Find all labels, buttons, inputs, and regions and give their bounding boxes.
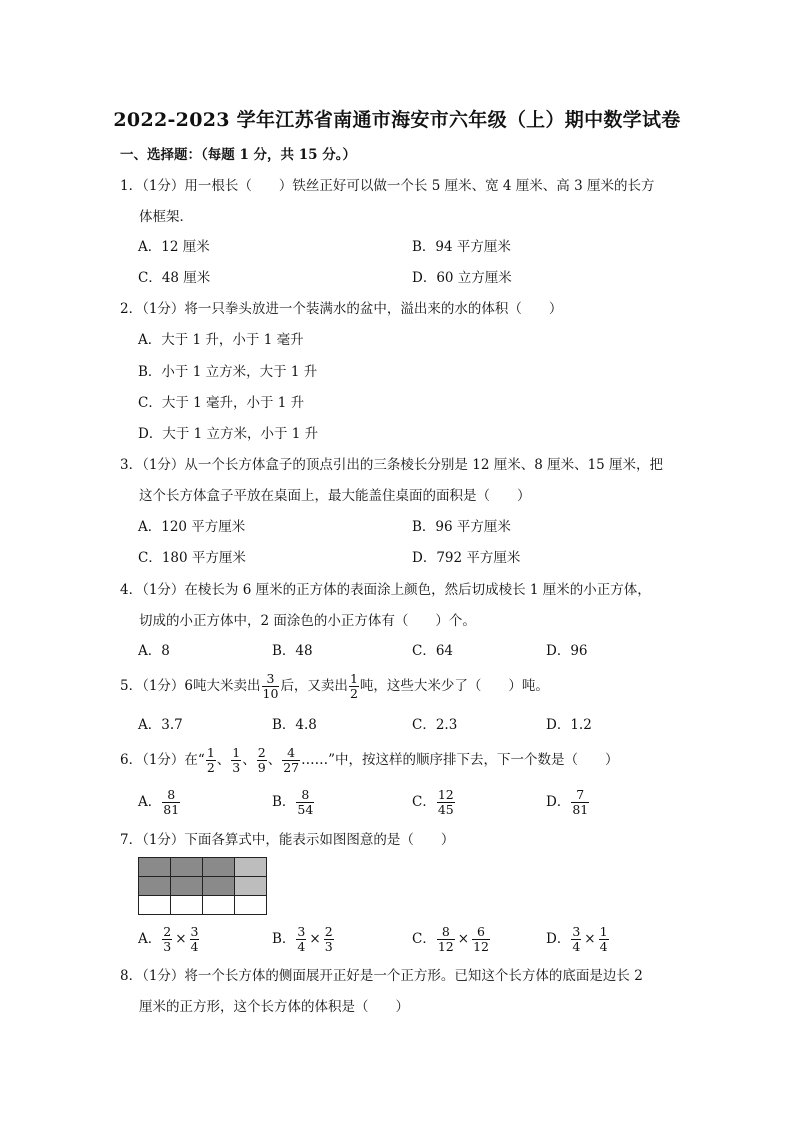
question-text-continued: 切成的小正方体中，2 面涂色的小正方体有（ ）个。 [139, 613, 476, 629]
option-d: D．792 平方厘米 [412, 550, 521, 566]
question-text-continued: 体框架． [139, 209, 193, 225]
question-text: （1分）将一只拳头放进一个装满水的盆中，溢出来的水的体积（ ） [142, 301, 563, 317]
question-number: 6． [120, 752, 143, 768]
option-a: A．12 厘米 [138, 239, 210, 255]
question-text: （1分）6吨大米卖出 [142, 678, 261, 694]
question-text: （1分）在棱长为 6 厘米的正方体的表面涂上颜色，然后切成棱长 1 厘米的小正方体， [142, 582, 651, 598]
question-number: 4． [120, 582, 143, 598]
shaded-grid-figure [138, 857, 267, 915]
option-b: B．94 平方厘米 [412, 239, 511, 255]
question-2 [120, 299, 562, 319]
option-a: A．3.7 [138, 717, 183, 733]
option-c: C．大于 1 毫升，小于 1 升 [138, 395, 305, 411]
question-text: （1分）用一根长（ ）铁丝正好可以做一个长 5 厘米、宽 4 厘米、高 3 厘米的长方 [142, 178, 655, 194]
question-text: 吨，这些大米少了（ ）吨。 [359, 678, 549, 694]
question-6 [120, 746, 619, 775]
option-b: B．48 [272, 643, 313, 659]
option-c: C．48 厘米 [138, 270, 211, 286]
option-a: A． $\frac{8}{81}$ [138, 787, 180, 817]
question-number: 1． [120, 178, 143, 194]
option-a: A．120 平方厘米 [138, 519, 246, 535]
fraction: $\frac{4}{27}$ [283, 745, 300, 775]
question-3 [120, 455, 663, 506]
fraction: $\frac{1}{2}$ [349, 671, 358, 701]
option-c: C． $\frac{12}{45}$ [412, 787, 454, 817]
question-7 [120, 830, 454, 850]
page-title: 2022-2023 学年江苏省南通市海安市六年级（上）期中数学试卷 [113, 109, 681, 131]
option-d: D．96 [546, 643, 588, 659]
question-text: （1分）下面各算式中，能表示如图图意的是（ ） [142, 832, 455, 848]
option-d: D． $\frac{7}{81}$ [546, 787, 589, 817]
question-text: 后，又卖出 [280, 678, 348, 694]
question-text: ……”中，按这样的顺序排下去，下一个数是（ ） [301, 752, 619, 768]
question-1 [120, 176, 654, 227]
option-c: C．64 [412, 643, 454, 659]
fraction: $\frac{3}{10}$ [262, 671, 279, 701]
question-8 [120, 966, 643, 1017]
option-a: A．大于 1 升，小于 1 毫升 [138, 332, 304, 348]
question-text: （1分）从一个长方体盒子的顶点引出的三条棱长分别是 12 厘米、8 厘米、15 厘米，把 [142, 457, 664, 473]
question-number: 8． [120, 968, 143, 984]
question-number: 3． [120, 457, 143, 473]
option-c: C． $\frac{8}{12}$ × $\frac{6}{12}$ [412, 924, 489, 954]
question-text: （1分）将一个长方体的侧面展开正好是一个正方形。已知这个长方体的底面是边长 2 [142, 968, 643, 984]
option-b: B．96 平方厘米 [412, 519, 511, 535]
option-d: D．大于 1 立方米，小于 1 升 [138, 426, 319, 442]
separator: 、 [216, 752, 231, 768]
question-5 [120, 672, 549, 701]
question-4 [120, 580, 651, 631]
separator: 、 [267, 752, 282, 768]
option-a: A． $\frac{2}{3}$ × $\frac{3}{4}$ [138, 924, 199, 954]
question-text-continued: 这个长方体盒子平放在桌面上，最大能盖住桌面的面积是（ ） [139, 488, 531, 504]
option-d: D．1.2 [546, 717, 592, 733]
question-text-continued: 厘米的正方形，这个长方体的体积是（ ） [139, 999, 409, 1015]
section-heading: 一、选择题：（每题 1 分，共 15 分。） [120, 147, 356, 163]
option-b: B．小于 1 立方米，大于 1 升 [138, 364, 318, 380]
fraction: $\frac{2}{9}$ [257, 745, 266, 775]
fraction: $\frac{1}{2}$ [206, 745, 215, 775]
option-b: B．4.8 [272, 717, 317, 733]
fraction: $\frac{1}{3}$ [232, 745, 241, 775]
option-c: C．180 平方厘米 [138, 550, 246, 566]
question-number: 5． [120, 678, 143, 694]
question-text: （1分）在“ [142, 752, 205, 768]
option-c: C．2.3 [412, 717, 458, 733]
option-b: B． $\frac{8}{54}$ [272, 787, 314, 817]
question-number: 7． [120, 832, 143, 848]
option-d: D．60 立方厘米 [412, 270, 512, 286]
option-a: A．8 [138, 643, 170, 659]
question-number: 2． [120, 301, 143, 317]
option-b: B． $\frac{3}{4}$ × $\frac{2}{3}$ [272, 924, 333, 954]
separator: 、 [242, 752, 256, 768]
option-d: D． $\frac{3}{4}$ × $\frac{1}{4}$ [546, 924, 608, 954]
